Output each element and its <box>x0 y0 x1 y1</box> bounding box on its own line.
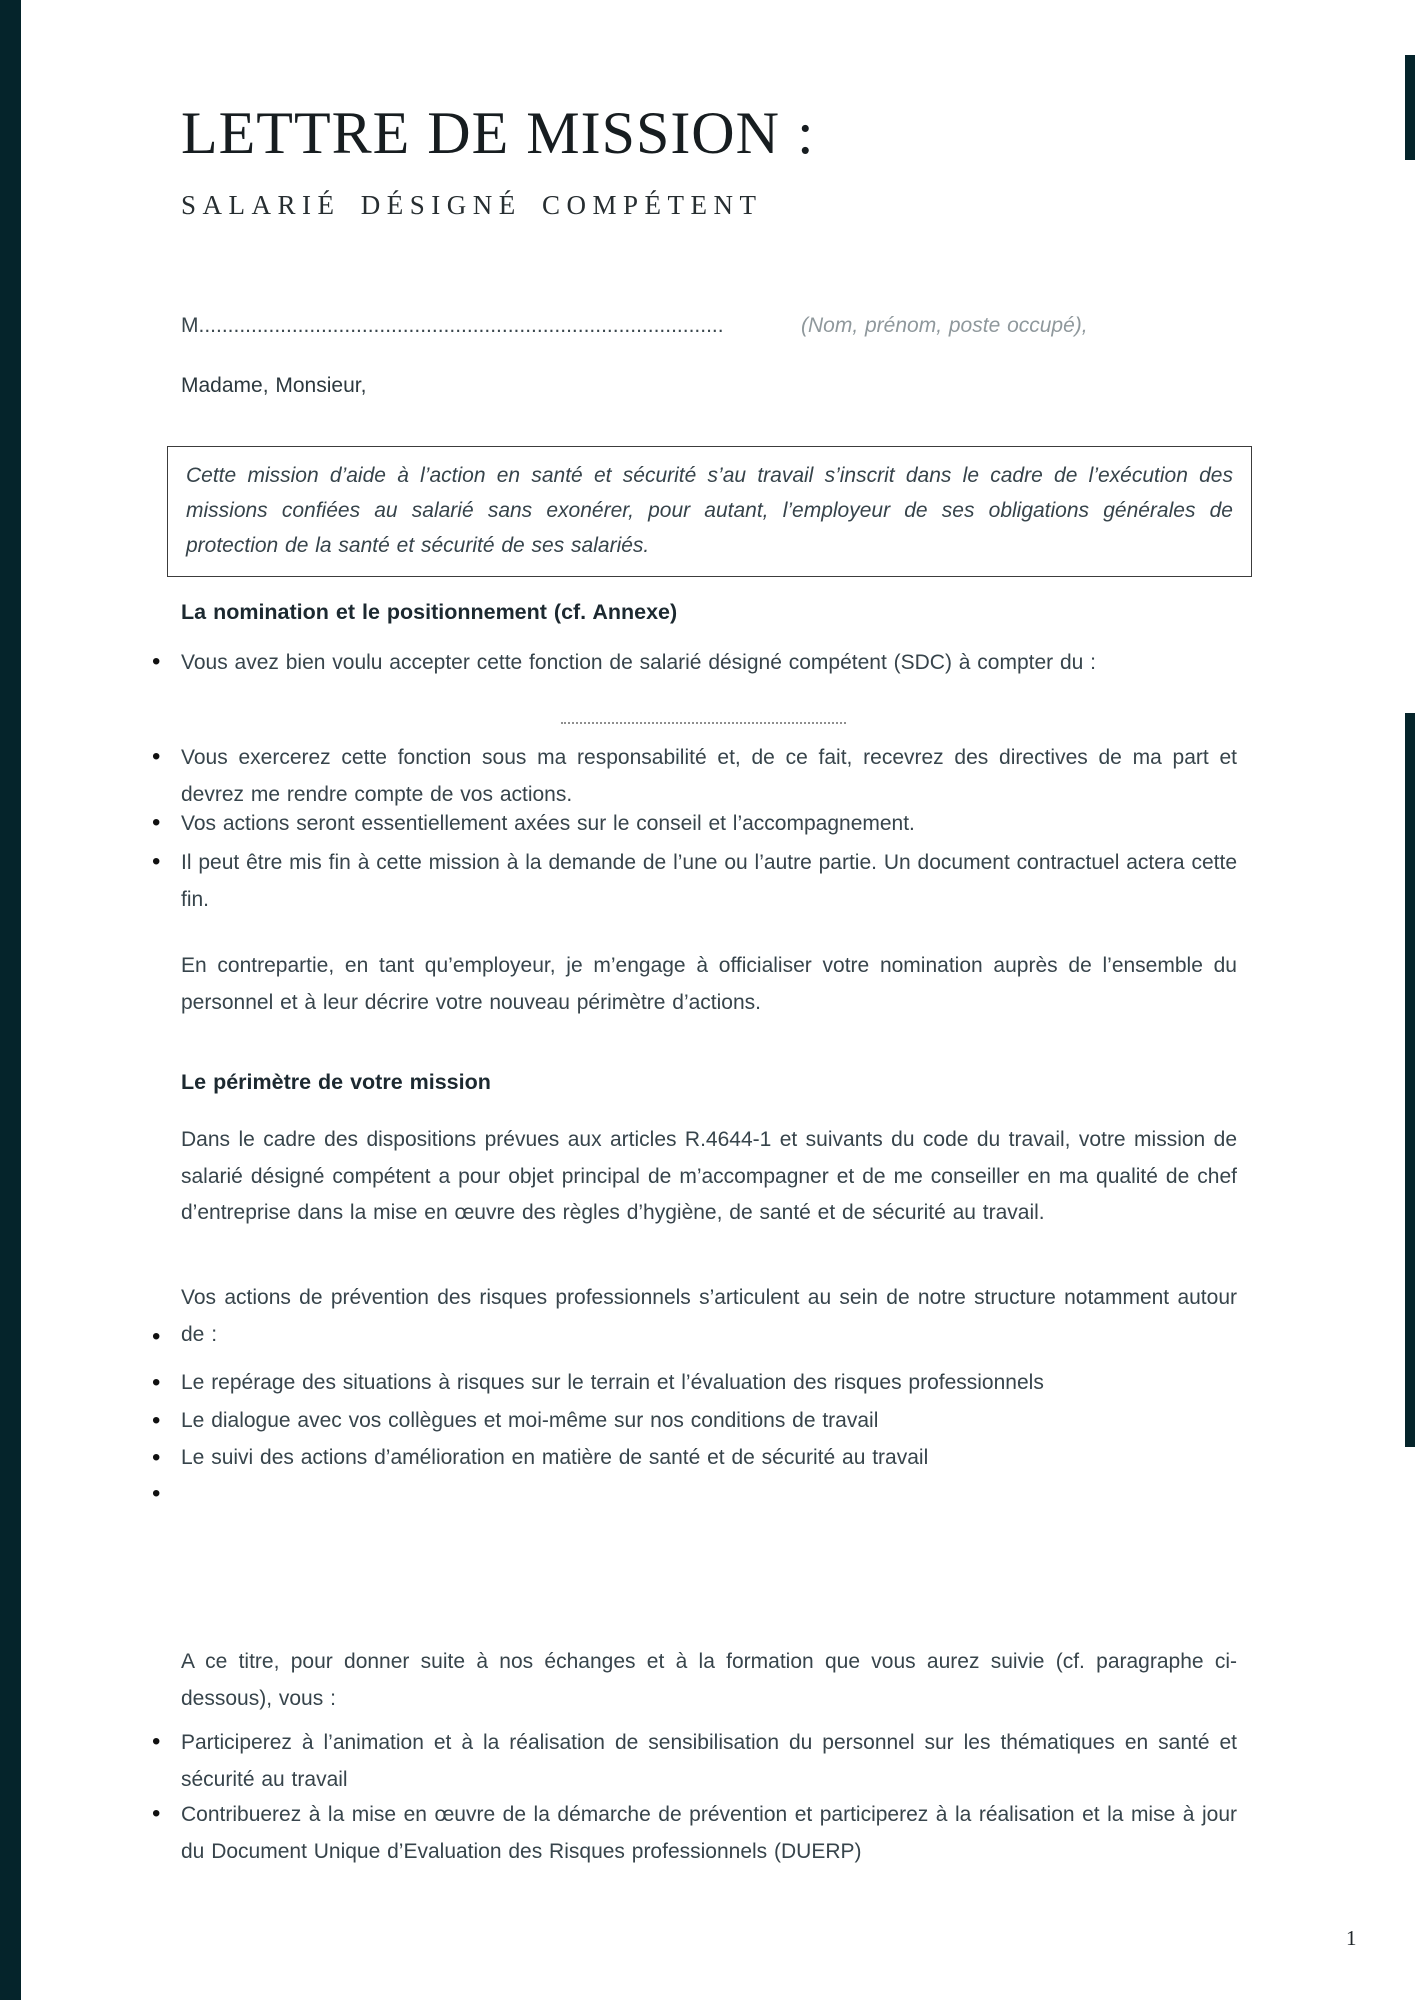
right-edge-bar-bottom <box>1405 713 1415 1447</box>
right-edge-bar-top <box>1405 55 1415 160</box>
bullet-participerez: • Participerez à l’animation et à la réalisation de sensibilisation du personnel sur les thématiques en santé et sécurité au travail <box>181 1725 1237 1798</box>
bullet-fin-mission: • Il peut être mis fin à cette mission à la demande de l’une ou l’autre partie. Un document contractuel actera cette fin. <box>181 845 1237 918</box>
empty-bullet <box>181 1477 1237 1514</box>
section-heading-nomination: La nomination et le positionnement (cf. Annexe) <box>181 600 678 624</box>
list-item: • Le suivi des actions d’amélioration en matière de santé et de sécurité au travail <box>181 1439 1237 1477</box>
notice-box <box>167 446 1252 577</box>
paragraph-actions-text: Vos actions de prévention des risques professionnels s’articulent au sein de notre structure notamment autour de : <box>181 1286 1237 1346</box>
recipient-name-line <box>181 308 1237 345</box>
recipient-name-hint: (Nom, prénom, poste occupé), <box>801 314 1088 337</box>
left-edge-bar <box>0 0 21 2000</box>
bullet-accept-function: • Vous avez bien voulu accepter cette fonction de salarié désigné compétent (SDC) à compter du : <box>181 645 1237 682</box>
bullet-contribuerez: • Contribuerez à la mise en œuvre de la démarche de prévention et participerez à la réalisation et la mise à jour du Document Unique d’Evaluation des Risques professionnels (DUERP) <box>181 1797 1237 1870</box>
page-number: 1 <box>1346 1926 1357 1950</box>
paragraph-actions-prevention <box>152 1280 1237 1353</box>
bullet-dot: • <box>152 1323 161 1350</box>
salutation: Madame, Monsieur, <box>181 374 367 397</box>
list-item: • Le dialogue avec vos collègues et moi-même sur nos conditions de travail <box>181 1402 1237 1440</box>
section-heading-perimetre: Le périmètre de votre mission <box>181 1070 491 1094</box>
list-item: • Le repérage des situations à risques sur le terrain et l’évaluation des risques professionnels <box>181 1364 1237 1402</box>
action-bullet-list <box>181 1364 1237 1477</box>
paragraph-a-ce-titre: A ce titre, pour donner suite à nos échanges et à la formation que vous aurez suivie (cf. paragraphe ci-dessous), vous : <box>181 1650 1237 1710</box>
document-title: LETTRE DE MISSION : <box>181 100 815 166</box>
bullet-responsabilite: • Vous exercerez cette fonction sous ma responsabilité et, de ce fait, recevrez des directives de ma part et devrez me rendre compte de vos actions. <box>181 740 1237 813</box>
bullet-conseil-accompagnement: • Vos actions seront essentiellement axées sur le conseil et l’accompagnement. <box>181 806 1237 843</box>
document-subtitle: SALARIÉ DÉSIGNÉ COMPÉTENT <box>181 190 763 220</box>
notice-box-text: Cette mission d’aide à l’action en santé et sécurité s’au travail s’inscrit dans le cadre de l’exécution des missions confiées au salarié sans exonérer, pour autant, l’employeur de ses obligations générales de protection de la santé et sécurité de ses salariés. <box>186 464 1233 557</box>
paragraph-cadre-dispositions: Dans le cadre des dispositions prévues aux articles R.4644-1 et suivants du code du travail, votre mission de salarié désigné compétent a pour objet principal de m’accompagner et de me conseiller en ma qualité de chef d’entreprise dans la mise en œuvre des règles d’hygiène, de santé et de sécurité au travail. <box>181 1128 1237 1224</box>
paragraph-contrepartie: En contrepartie, en tant qu’employeur, je m’engage à officialiser votre nomination auprès de l’ensemble du personnel et à leur décrire votre nouveau périmètre d’actions. <box>181 954 1237 1014</box>
recipient-name-dots: M.......................................................................................... <box>181 314 724 337</box>
date-fill-in-line <box>561 722 846 724</box>
